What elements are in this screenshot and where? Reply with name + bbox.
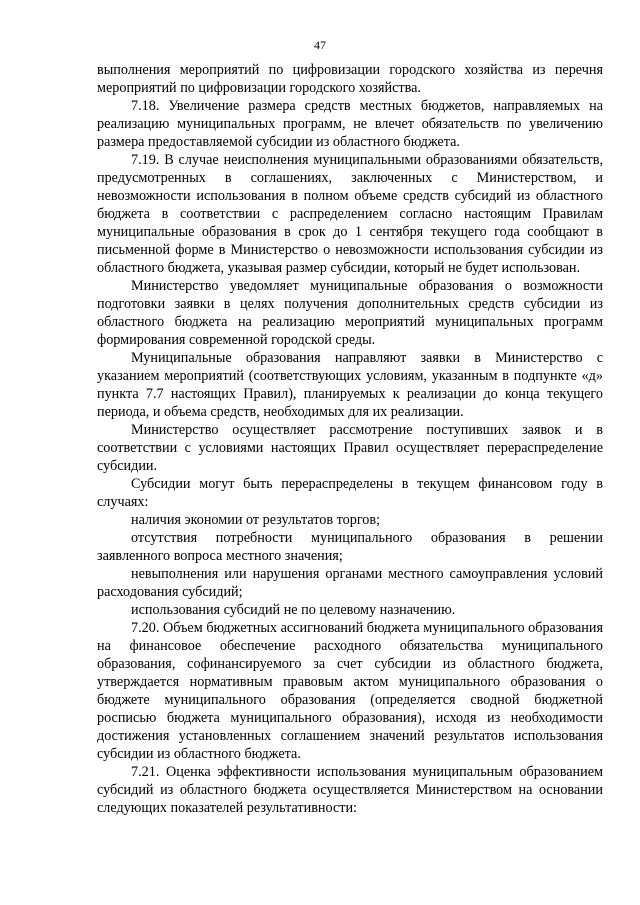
list-item-no-need: отсутствия потребности муниципального образования в решении заявленного вопроса местного значения; — [97, 530, 603, 564]
document-body — [97, 61, 603, 817]
list-item-violation: невыполнения или нарушения органами местного самоуправления условий расходования субсидий; — [97, 566, 603, 600]
list-item-misuse: использования субсидий не по целевому назначению. — [131, 602, 456, 618]
paragraph-7-21: 7.21. Оценка эффективности использования муниципальным образованием субсидий из областного бюджета осуществляется Министерством на основании следующих показателей результативности: — [97, 764, 603, 816]
list-item-savings: наличия экономии от результатов торгов; — [131, 512, 381, 528]
paragraph-7-20: 7.20. Объем бюджетных ассигнований бюджета муниципального образования на финансовое обеспечение расходного обязательства муниципального образования, софинансируемого за счет субсидии из областного бюджета, утверждается нормативным правовым актом муниципального образования о бюджете муниципального образования (определяется сводной бюджетной росписью бюджета муниципального образования), исходя из необходимости достижения установленных соглашением значений результатов использования субсидии из областного бюджета. — [97, 620, 603, 762]
paragraph-redistribution-review: Министерство осуществляет рассмотрение поступивших заявок и в соответствии с условиями настоящих Правил осуществляет перераспределение субсидии. — [97, 422, 603, 474]
paragraph-redistribution-cases: Субсидии могут быть перераспределены в текущем финансовом году в случаях: — [97, 476, 603, 510]
paragraph-continuation: выполнения мероприятий по цифровизации городского хозяйства из перечня мероприятий по цифровизации городского хозяйства. — [97, 62, 603, 96]
paragraph-applications: Муниципальные образования направляют заявки в Министерство с указанием мероприятий (соответствующих условиям, указанным в подпункте «д» пункта 7.7 настоящих Правил), планируемых к реализации до конца текущего периода, и объема средств, необходимых для их реализации. — [97, 350, 603, 420]
paragraph-7-19: 7.19. В случае неисполнения муниципальными образованиями обязательств, предусмотренных в соглашениях, заключенных с Министерством, и невозможности использования в полном объеме средств субсидий из областного бюджета в соответствии с распределением согласно настоящим Правилам муниципальные образования в срок до 1 сентября текущего года сообщают в письменной форме в Министерство о невозможности использования субсидии из областного бюджета, указывая размер субсидии, который не будет использован. — [97, 152, 603, 276]
page-number: 47 — [314, 38, 326, 52]
paragraph-ministry-notification: Министерство уведомляет муниципальные образования о возможности подготовки заявки в целях получения дополнительных средств субсидии из областного бюджета на реализацию мероприятий муниципальных программ формирования современной городской среды. — [97, 278, 603, 348]
paragraph-7-18: 7.18. Увеличение размера средств местных бюджетов, направляемых на реализацию муниципальных программ, не влечет обязательств по увеличению размера предоставляемой субсидии из областного бюджета. — [97, 98, 603, 150]
